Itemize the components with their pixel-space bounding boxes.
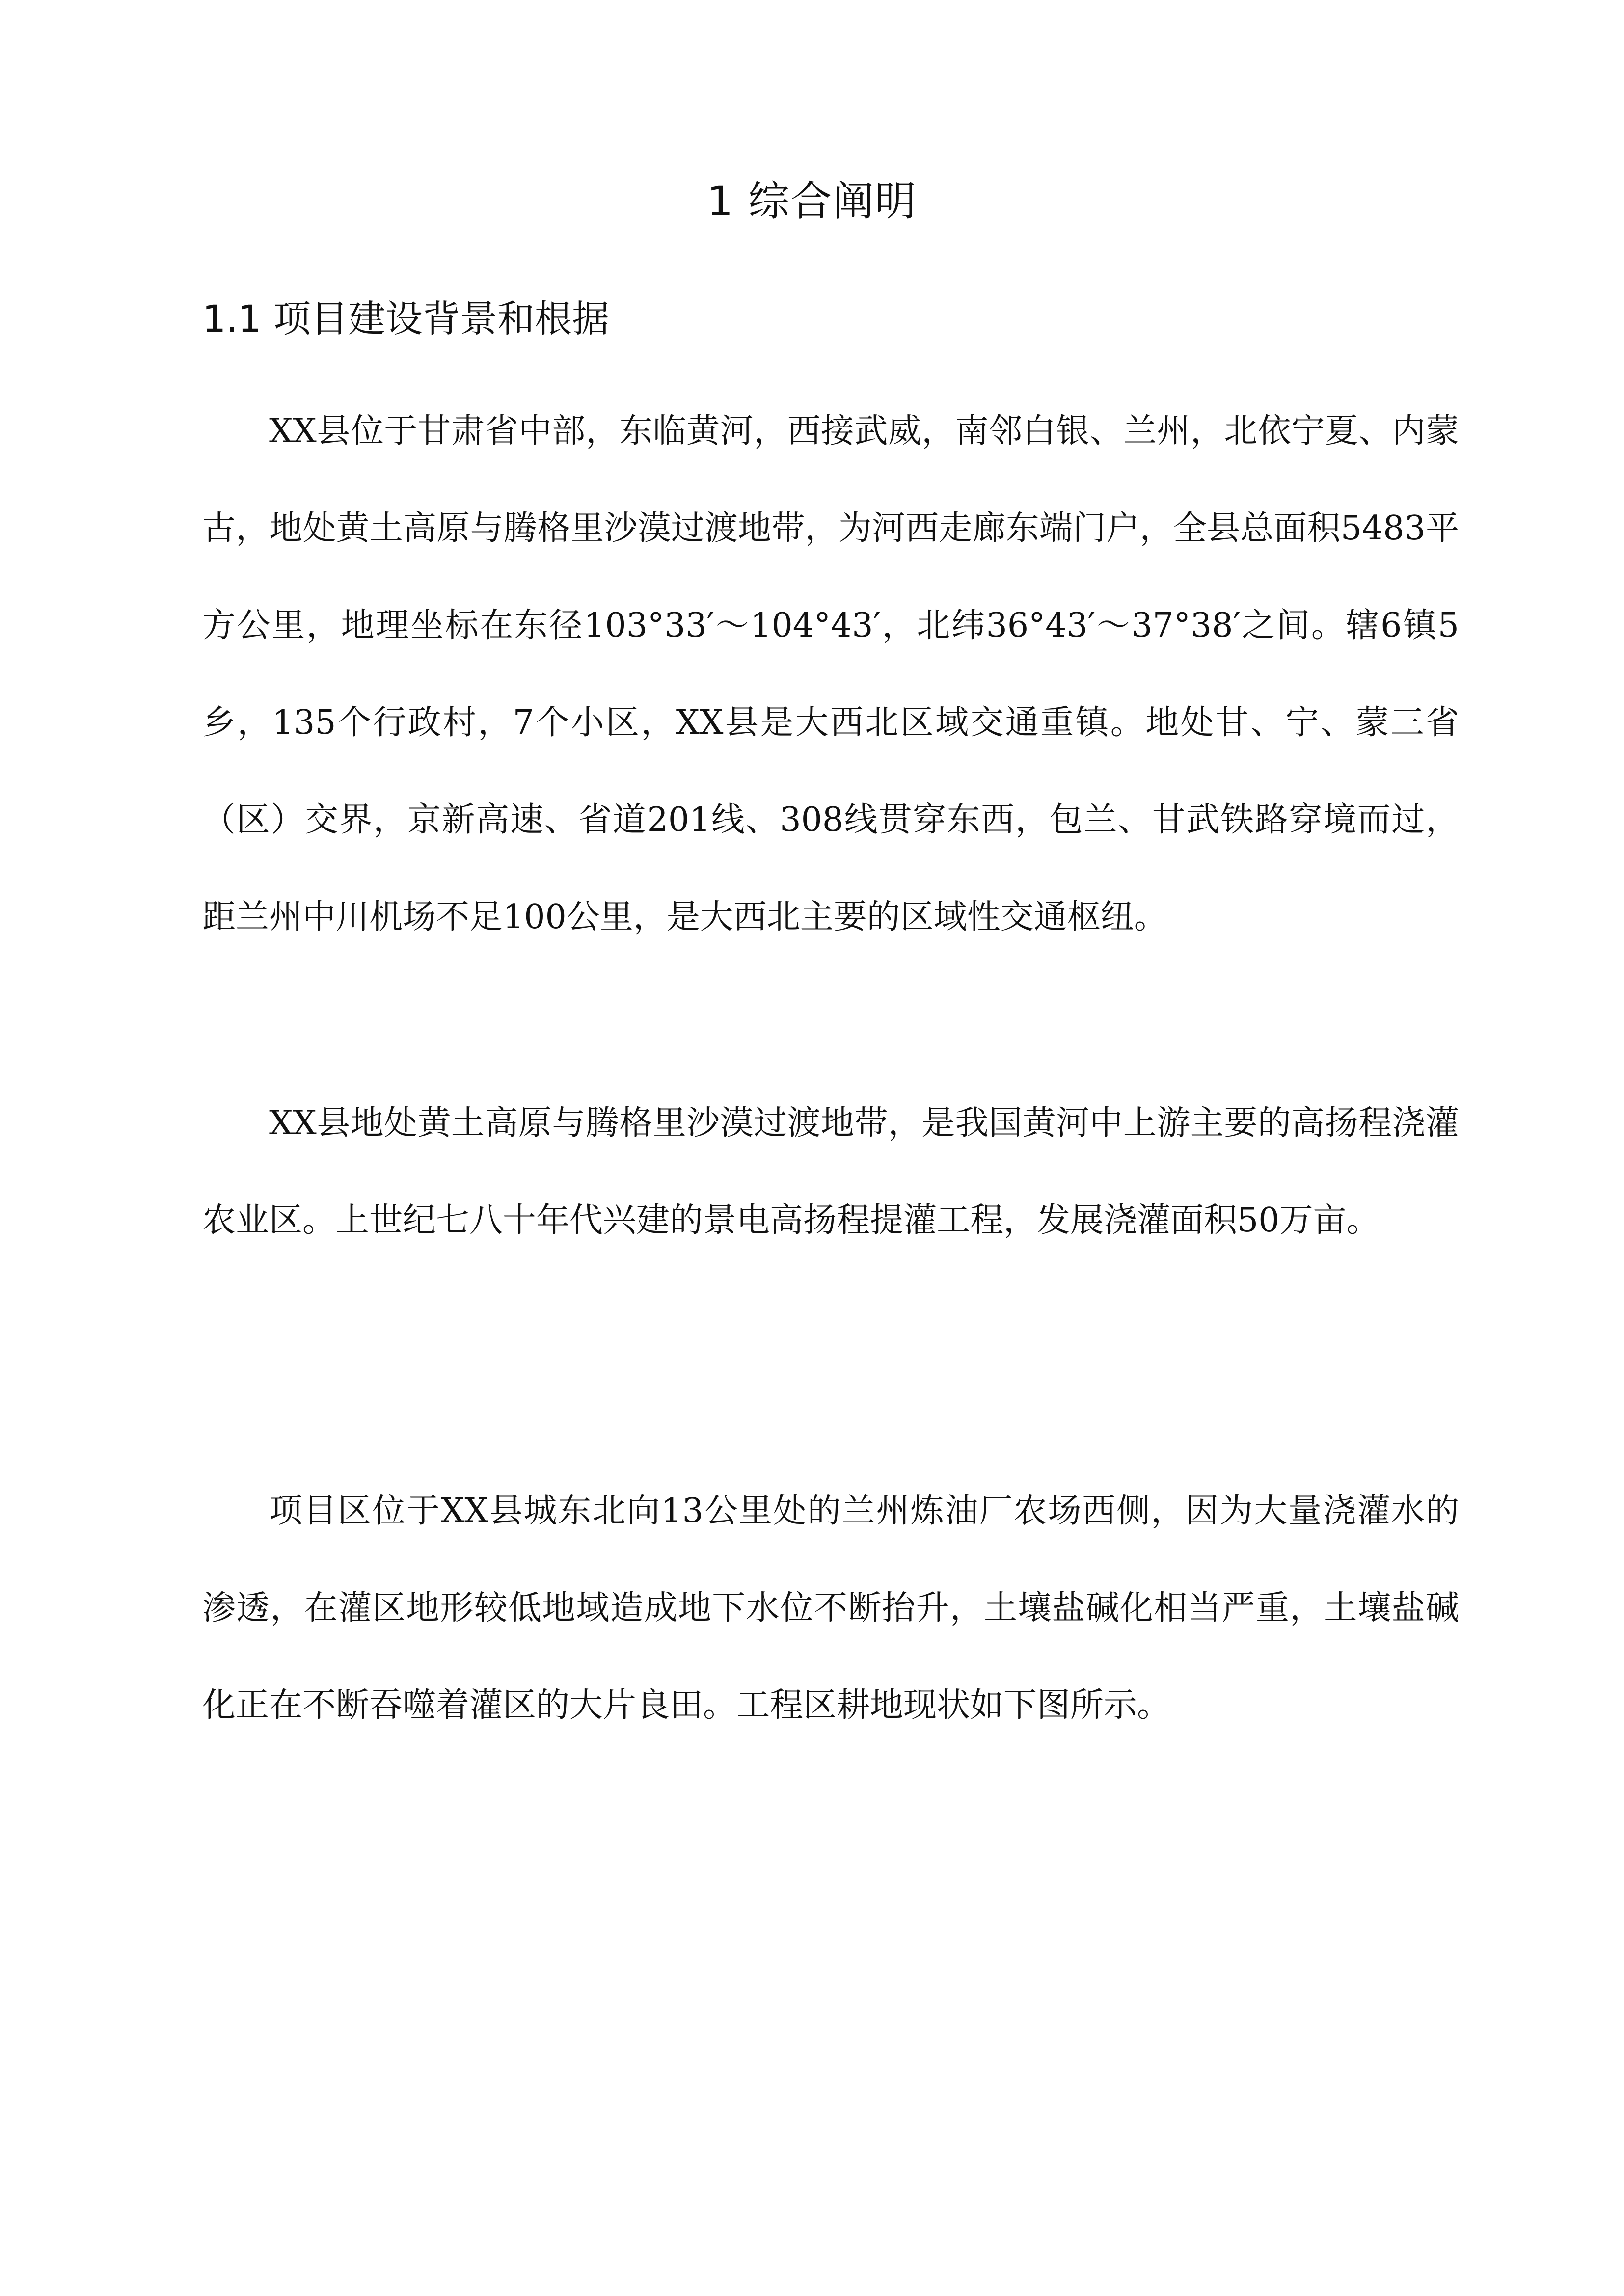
chapter-title: 1 综合阐明 bbox=[706, 177, 918, 225]
body-paragraph-2: XX县地处黄土高原与腾格里沙漠过渡地带，是我国黄河中上游主要的高扬程浇灌农业区。上世纪七八十年代兴建的景电高扬程提灌工程，发展浇灌面积50万亩。 bbox=[202, 1104, 1459, 1240]
section-heading: 1.1 项目建设背景和根据 bbox=[202, 297, 610, 341]
body-paragraph-1: XX县位于甘肃省中部，东临黄河，西接武威，南邻白银、兰州，北依宁夏、内蒙古，地处黄土高原与腾格里沙漠过渡地带，为河西走廊东端门户，全县总面积5483平方公里，地理坐标在东径103°33′～104°43′，北纬36°43′～37°38′之间。辖6镇5乡，135个行政村，7个小区，XX县是大西北区域交通重镇。地处甘、宁、蒙三省（区）交界，京新高速、省道201线、308线贯穿东西，包兰、甘武铁路穿境而过，距兰州中川机场不足100公里，是大西北主要的区域性交通枢纽。 bbox=[202, 412, 1459, 936]
body-paragraph-3: 项目区位于XX县城东北向13公里处的兰州炼油厂农场西侧，因为大量浇灌水的渗透，在灌区地形较低地域造成地下水位不断抬升，土壤盐碱化相当严重，土壤盐碱化正在不断吞噬着灌区的大片良田。工程区耕地现状如下图所示。 bbox=[202, 1492, 1459, 1725]
